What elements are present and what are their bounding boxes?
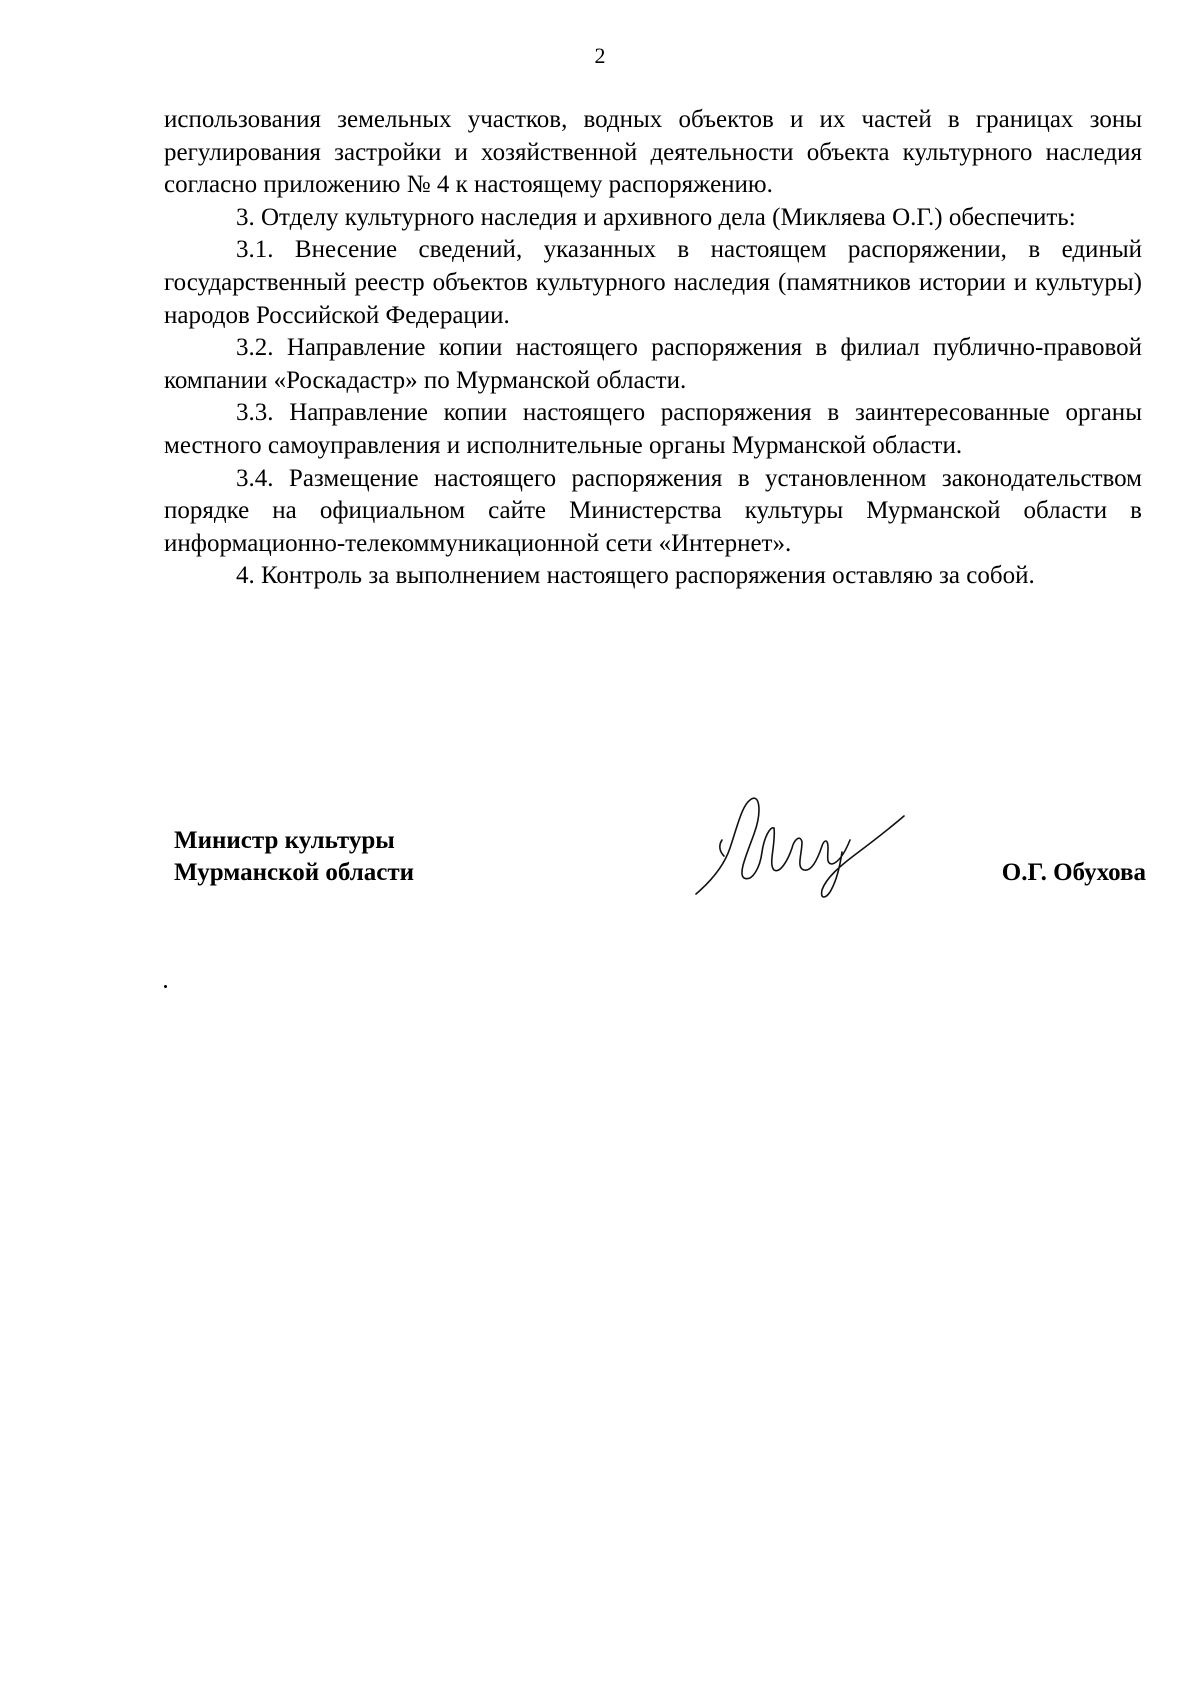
document-body — [164, 104, 1142, 593]
paragraph-item-3: 3. Отделу культурного наследия и архивного дела (Микляева О.Г.) обеспечить: — [236, 203, 1076, 231]
paragraph-continuation: использования земельных участков, водных объектов и их частей в границах зоны регулирования застройки и хозяйственной деятельности объекта культурного наследия согласно приложению № 4 к настоящему распоряжению. — [164, 106, 1142, 199]
page-number: 2 — [594, 43, 606, 68]
signatory-position-line1: Министр культуры — [174, 827, 395, 854]
paragraph-item-3-2: 3.2. Направление копии настоящего распоряжения в филиал публично-правовой компании «Роскадастр» по Мурманской области. — [164, 334, 1142, 394]
paragraph-item-4: 4. Контроль за выполнением настоящего распоряжения оставляю за собой. — [236, 562, 1035, 590]
signatory-position-line2: Мурманской области — [174, 859, 415, 886]
paragraph-item-3-1: 3.1. Внесение сведений, указанных в настоящем распоряжении, в единый государственный реестр объектов культурного наследия (памятников истории и культуры) народов Российской Федерации. — [164, 236, 1142, 329]
stray-dot — [164, 985, 167, 988]
paragraph-item-3-4: 3.4. Размещение настоящего распоряжения в установленном законодательством порядке на официальном сайте Министерства культуры Мурманской области в информационно-телекоммуникационной сети «Интернет». — [164, 464, 1142, 557]
paragraph-item-3-3: 3.3. Направление копии настоящего распоряжения в заинтересованные органы местного самоуправления и исполнительные органы Мурманской области. — [164, 399, 1142, 459]
signatory-name: О.Г. Обухова — [1001, 859, 1146, 886]
handwritten-signature-icon — [690, 782, 910, 902]
signatory-position — [174, 825, 414, 889]
